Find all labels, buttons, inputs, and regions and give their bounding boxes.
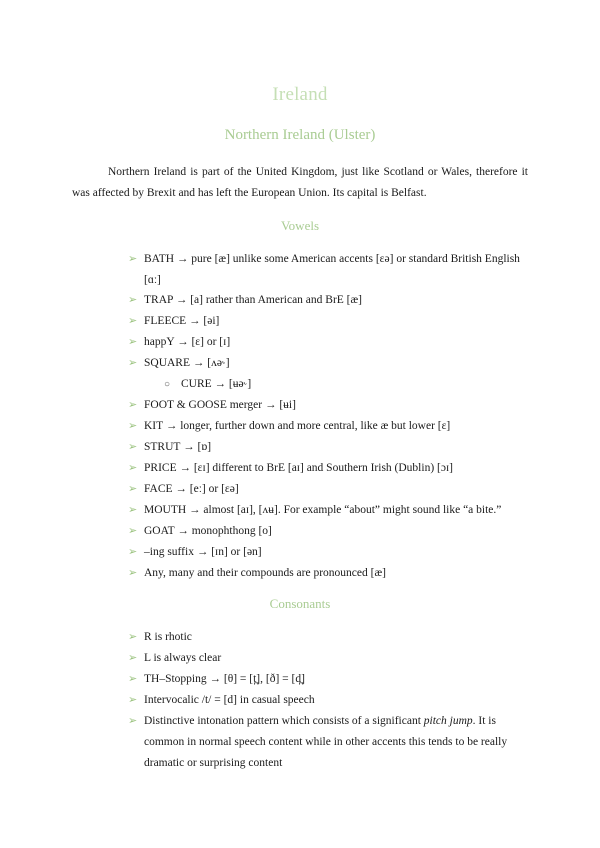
arrow-bullet-icon: ➢	[128, 315, 138, 327]
sub-list-item: ○ CURE → [ʉə˞]	[164, 374, 524, 395]
arrow-bullet-icon: ➢	[128, 673, 138, 685]
arrow-bullet-icon: ➢	[128, 441, 138, 453]
list-item: ➢ PRICE → [ɛɪ] different to BrE [aɪ] and Southern Irish (Dublin) [ɔɪ]	[128, 458, 528, 479]
arrow-bullet-icon: ➢	[128, 399, 138, 411]
arrow-bullet-icon: ➢	[128, 420, 138, 432]
list-item: ➢ BATH → pure [æ] unlike some American accents [ɛə] or standard British English [ɑː]	[128, 249, 528, 291]
arrow-bullet-icon: ➢	[128, 567, 138, 579]
arrow-bullet-icon: ➢	[128, 694, 138, 706]
list-item	[128, 711, 528, 774]
list-item: ➢ R is rhotic	[128, 627, 528, 648]
list-item: ➢ FACE → [eː] or [ɛə]	[128, 479, 528, 500]
list-item: ➢ –ing suffix → [ɪn] or [ən]	[128, 542, 528, 563]
arrow-bullet-icon: ➢	[128, 253, 138, 265]
vowels-heading: Vowels	[280, 218, 320, 233]
intro-paragraph: Northern Ireland is part of the United Kingdom, just like Scotland or Wales, therefore it was affected by Brexit and has left the European Union. Its capital is Belfast.	[72, 166, 528, 199]
list-item: ➢ SQUARE → [ʌə˞]	[128, 353, 528, 374]
circle-bullet-icon: ○	[164, 379, 171, 390]
arrow-bullet-icon: ➢	[128, 715, 138, 727]
list-item: ➢ GOAT → monophthong [o]	[128, 521, 528, 542]
arrow-bullet-icon: ➢	[128, 631, 138, 643]
consonants-heading: Consonants	[269, 596, 331, 611]
arrow-bullet-icon: ➢	[128, 294, 138, 306]
list-item: ➢ KIT → longer, further down and more central, like æ but lower [ɛ]	[128, 416, 528, 437]
list-item: ➢ FOOT & GOOSE merger → [ʉi]	[128, 395, 528, 416]
arrow-bullet-icon: ➢	[128, 504, 138, 516]
arrow-bullet-icon: ➢	[128, 525, 138, 537]
arrow-bullet-icon: ➢	[128, 652, 138, 664]
list-item: ➢ happY → [ɛ] or [ɪ]	[128, 332, 528, 353]
arrow-bullet-icon: ➢	[128, 357, 138, 369]
list-item: ➢ TRAP → [a] rather than American and BrE [æ]	[128, 290, 528, 311]
arrow-bullet-icon: ➢	[128, 336, 138, 348]
list-item: ➢ FLEECE → [əi]	[128, 311, 528, 332]
section-subtitle: Northern Ireland (Ulster)	[224, 127, 376, 143]
arrow-bullet-icon: ➢	[128, 483, 138, 495]
list-item: ➢ MOUTH → almost [aɪ], [ʌʉ]. For example “about” might sound like “a bite.”	[128, 500, 528, 521]
emphasis-text: pitch jump	[423, 715, 473, 727]
list-item: ➢ L is always clear	[128, 648, 528, 669]
list-item: ➢ Any, many and their compounds are pronounced [æ]	[128, 563, 528, 584]
list-item: ➢ Intervocalic /t/ = [d] in casual speech	[128, 690, 528, 711]
intonation-text: Distinctive intonation pattern which consists of a significant pitch jump. It is common in normal speech content while in other accents this tends to be really dramatic or surprising content	[144, 715, 508, 769]
list-item: ➢ TH–Stopping → [θ] = [t̪], [ð] = [d̪]	[128, 669, 528, 690]
list-item: ➢ STRUT → [ɒ]	[128, 437, 528, 458]
arrow-bullet-icon: ➢	[128, 546, 138, 558]
page-title: Ireland	[272, 84, 328, 105]
arrow-bullet-icon: ➢	[128, 462, 138, 474]
